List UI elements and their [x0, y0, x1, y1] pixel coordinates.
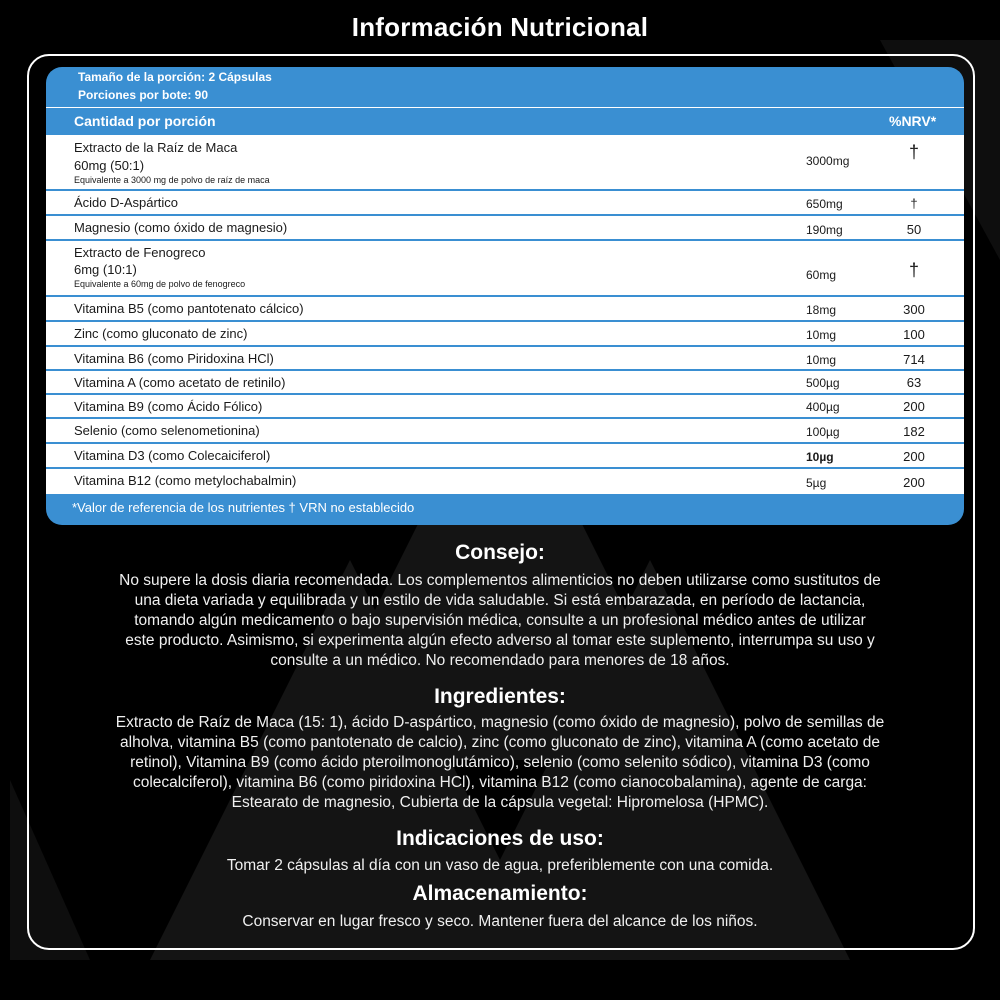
- nutrient-nrv: 100: [903, 327, 925, 342]
- table-row: [46, 395, 964, 417]
- advice-line: No supere la dosis diaria recomendada. Los complementos alimenticios no deben utilizarse como sustitutos de: [119, 572, 881, 589]
- advice-line: tomando algún medicamento o bajo supervisión médica, consulte a un profesional médico antes de utilizar: [134, 612, 866, 629]
- advice-line: una dieta variada y equilibrada y un estilo de vida saludable. Si está embarazada, en período de lactancia,: [134, 592, 866, 609]
- ingredients-line: alholva, vitamina B5 (como pantotenato de calcio), zinc (como gluconato de zinc), vitamina A (como acetato de: [120, 734, 880, 751]
- table-row: [46, 469, 964, 494]
- nutrient-nrv: †: [908, 260, 919, 280]
- nutrient-nrv: 50: [906, 222, 922, 237]
- advice-section: [40, 541, 960, 671]
- header-nrv: %NRV*: [889, 113, 937, 129]
- nutrient-amount: 5µg: [806, 476, 827, 490]
- nutrient-name: Extracto de la Raíz de Maca: [74, 140, 238, 155]
- nutrient-amount: 18mg: [806, 303, 837, 317]
- table-row: [46, 297, 964, 320]
- table-header: [46, 107, 964, 136]
- nutrient-nrv: 200: [903, 399, 925, 414]
- nutrient-name: Vitamina B9 (como Ácido Fólico): [74, 399, 263, 414]
- header-amount-per-serving: Cantidad por porción: [74, 113, 216, 129]
- nutrient-nrv: 714: [903, 352, 925, 367]
- nutrient-name: Selenio (como selenometionina): [74, 423, 260, 438]
- nutrient-ratio: 60mg (50:1): [74, 158, 145, 173]
- nutrient-nrv: 63: [906, 375, 922, 390]
- servings-per-container: Porciones por bote: 90: [78, 88, 209, 102]
- nutrient-amount: 60mg: [806, 268, 837, 282]
- nutrient-nrv: 300: [903, 302, 925, 317]
- nutrient-nrv: 200: [903, 449, 925, 464]
- table-row: [46, 444, 964, 467]
- nutrient-name: Vitamina A (como acetato de retinilo): [74, 375, 286, 390]
- nutrient-name: Extracto de Fenogreco: [74, 245, 206, 260]
- table-row: [46, 371, 964, 393]
- nutrient-note: Equivalente a 3000 mg de polvo de raíz de maca: [74, 175, 270, 185]
- table-row: [46, 136, 964, 189]
- nutrient-amount: 10µg: [806, 450, 834, 464]
- ingredients-section: [40, 685, 960, 813]
- nutrient-name: Vitamina B5 (como pantotenato cálcico): [74, 301, 304, 316]
- nutrient-name: Magnesio (como óxido de magnesio): [74, 220, 288, 235]
- storage-text: Conservar en lugar fresco y seco. Mantener fuera del alcance de los niños.: [242, 913, 758, 930]
- ingredients-line: Estearato de magnesio, Cubierta de la cápsula vegetal: Hipromelosa (HPMC).: [231, 794, 769, 811]
- nutrient-amount: 100µg: [806, 425, 840, 439]
- storage-section: [40, 882, 960, 932]
- table-row: [46, 191, 964, 214]
- advice-heading: Consejo:: [455, 541, 545, 564]
- nutrient-note: Equivalente a 60mg de polvo de fenogreco: [74, 279, 246, 289]
- nutrient-amount: 10mg: [806, 353, 837, 367]
- nutrient-amount: 500µg: [806, 376, 840, 390]
- nutrient-nrv: †: [910, 196, 918, 211]
- usage-section: [40, 827, 960, 876]
- nutrient-amount: 190mg: [806, 223, 843, 237]
- nutrient-name: Vitamina B12 (como metylochabalmin): [74, 473, 297, 488]
- table-footnote: *Valor de referencia de los nutrientes † VRN no establecido: [72, 500, 415, 515]
- nutrient-name: Vitamina D3 (como Colecaiciferol): [74, 448, 271, 463]
- ingredients-line: Extracto de Raíz de Maca (15: 1), ácido D-aspártico, magnesio (como óxido de magnesio), polvo de semillas de: [115, 714, 885, 731]
- advice-line: este producto. Asimismo, si experimenta algún efecto adverso al tomar este suplemento, interrumpa su uso y: [125, 632, 875, 649]
- nutrient-ratio: 6mg (10:1): [74, 262, 137, 277]
- serving-size: Tamaño de la porción: 2 Cápsulas: [78, 70, 272, 84]
- page-title: Información Nutricional: [351, 12, 649, 42]
- table-row: [46, 241, 964, 295]
- ingredients-line: retinol), Vitamina B9 (como ácido pteroilmonoglutámico), selenio (como selenito sódico), vitamina D3 (como: [130, 754, 870, 771]
- nutrient-amount: 3000mg: [806, 154, 850, 168]
- ingredients-heading: Ingredientes:: [434, 685, 566, 708]
- nutrient-amount: 400µg: [806, 400, 840, 414]
- nutrient-name: Vitamina B6 (como Piridoxina HCl): [74, 351, 274, 366]
- usage-text: Tomar 2 cápsulas al día con un vaso de agua, preferiblemente con una comida.: [226, 857, 774, 874]
- nutrient-nrv: 182: [903, 424, 925, 439]
- nutrient-nrv: 200: [903, 475, 925, 490]
- table-row: [46, 347, 964, 369]
- nutrition-table: [46, 67, 964, 525]
- nutrient-amount: 650mg: [806, 197, 843, 211]
- usage-heading: Indicaciones de uso:: [396, 827, 604, 850]
- nutrient-nrv: †: [908, 142, 919, 162]
- table-row: [46, 322, 964, 345]
- storage-heading: Almacenamiento:: [412, 882, 588, 905]
- table-row: [46, 216, 964, 239]
- ingredients-line: colecalciferol), vitamina B6 (como piridoxina HCl), vitamina B12 (como cianocobalamina), agente de carga:: [132, 774, 867, 791]
- nutrient-name: Ácido D-Aspártico: [74, 195, 179, 210]
- nutrient-name: Zinc (como gluconato de zinc): [74, 326, 248, 341]
- advice-line: consulte a un médico. No recomendado para menores de 18 años.: [270, 652, 730, 669]
- nutrient-amount: 10mg: [806, 328, 837, 342]
- table-row: [46, 419, 964, 442]
